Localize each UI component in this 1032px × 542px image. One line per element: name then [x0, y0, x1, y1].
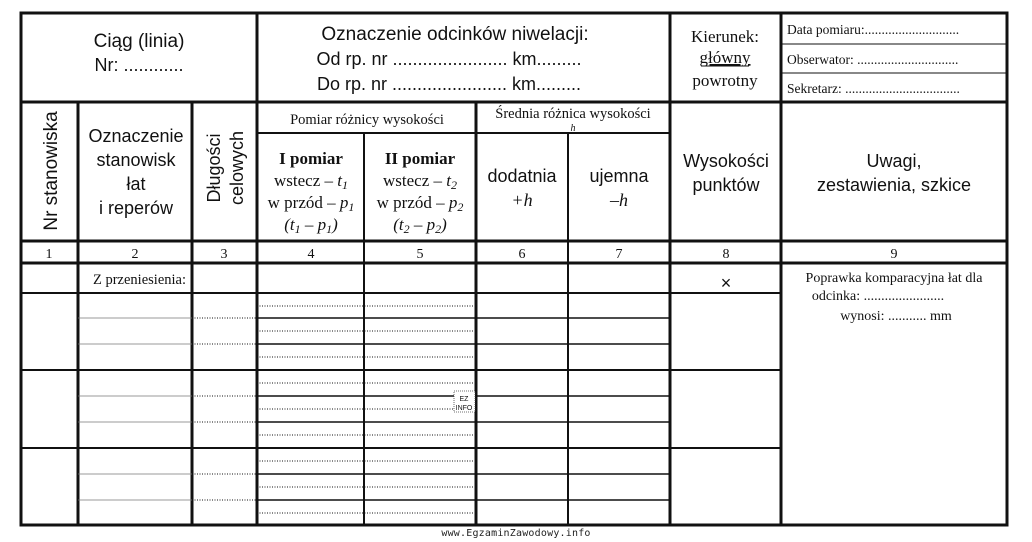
- col-i-pomiar: I pomiar: [279, 149, 343, 168]
- col-wysokosci-l2: punktów: [692, 175, 760, 195]
- stamp-line1: EZ: [459, 396, 469, 403]
- col-uwagi-l1: Uwagi,: [866, 151, 922, 171]
- ez-info-stamp: [454, 391, 475, 412]
- data-pomiaru-field: Data pomiaru:............................: [787, 22, 960, 37]
- subscript: 2: [403, 222, 410, 236]
- srednia-h-symbol: h: [570, 123, 576, 134]
- column-number: 6: [518, 247, 526, 262]
- group-pomiar-roznicy: Pomiar różnicy wysokości: [290, 112, 444, 128]
- minus-sign: –: [413, 215, 423, 234]
- minus-sign: –: [304, 215, 314, 234]
- column-number: 4: [307, 247, 315, 262]
- oznaczenie-odcinkow-title: Oznaczenie odcinków niwelacji:: [321, 24, 589, 45]
- column-number: 2: [131, 247, 139, 262]
- col-i-wstecz: [274, 171, 348, 192]
- group-srednia-roznica: Średnia różnica wysokości: [495, 106, 651, 122]
- subscript: 1: [294, 222, 301, 236]
- length-row-lines: [192, 318, 257, 500]
- column-number: 8: [722, 247, 730, 262]
- subscript: 1: [342, 178, 348, 192]
- site-watermark: www.EgzaminZawodowy.info: [441, 528, 591, 539]
- do-rp-line: Do rp. nr ....................... km.........: [316, 74, 582, 94]
- ciag-number: Nr: ............: [94, 55, 184, 75]
- col-oznaczenie-l1: Oznaczenie: [88, 126, 184, 146]
- body-texts: [93, 271, 983, 324]
- ciag-label: Ciąg (linia): [93, 31, 185, 52]
- header-texts: [94, 22, 960, 96]
- t-symbol: t: [289, 215, 295, 234]
- col-minus-h: –h: [610, 190, 628, 210]
- t-symbol: t: [337, 171, 342, 190]
- kierunek-glowny: główny: [699, 48, 751, 67]
- col-nr-stanowiska: Nr stanowiska: [41, 111, 62, 231]
- wprzod-text: w przód –: [376, 193, 445, 212]
- column-numbers-row: [46, 247, 898, 262]
- column-number: 1: [45, 247, 53, 262]
- col-ii-formula: (t2 – p2): [393, 215, 447, 236]
- subscript: 2: [435, 222, 442, 236]
- measurement-sub-lines: [257, 306, 476, 513]
- col-ii-pomiar: II pomiar: [384, 149, 456, 168]
- column-number: 9: [890, 247, 898, 262]
- t-symbol: t: [398, 215, 404, 234]
- subscript: 2: [457, 200, 464, 214]
- column-number: 3: [220, 247, 228, 262]
- cross-mark: ×: [720, 273, 732, 293]
- obserwator-field: Obserwator: ..............................: [787, 52, 959, 67]
- poprawka-line1: Poprawka komparacyjna łat dla: [805, 271, 983, 286]
- poprawka-line3: wynosi: ........... mm: [840, 309, 952, 324]
- col-oznaczenie-l3: łat: [126, 174, 146, 194]
- poprawka-line2: odcinka: .......................: [811, 289, 945, 304]
- col-i-formula: (t1 – p1): [284, 215, 338, 236]
- col-dlugosci-l2: celowych: [227, 130, 247, 206]
- col-ii-wprzod: [377, 193, 464, 214]
- p-symbol: p: [448, 193, 458, 212]
- wstecz-text: wstecz –: [274, 171, 334, 190]
- col-dodatnia: dodatnia: [487, 166, 557, 186]
- col-dlugosci-l1: Długości: [204, 133, 224, 203]
- subscript: 1: [348, 200, 355, 214]
- col-plus-h: +h: [511, 190, 533, 210]
- kierunek-label: Kierunek:: [691, 27, 759, 46]
- p-symbol: p: [339, 193, 349, 212]
- kierunek-powrotny: powrotny: [692, 71, 758, 90]
- z-przeniesienia-label: Z przeniesienia:: [93, 272, 186, 288]
- col-ii-wstecz: [383, 171, 457, 192]
- col-uwagi-l2: zestawienia, szkice: [816, 175, 972, 195]
- p-symbol: p: [426, 215, 436, 234]
- column-number: 5: [416, 247, 424, 262]
- col-oznaczenie-l2: stanowisk: [96, 150, 176, 170]
- wprzod-text: w przód –: [267, 193, 336, 212]
- od-rp-line: Od rp. nr ....................... km.........: [316, 49, 582, 69]
- column-number: 7: [615, 247, 623, 262]
- stamp-line2: INFO: [455, 405, 473, 412]
- col-ujemna: ujemna: [589, 166, 649, 186]
- label-row-lines: [78, 318, 192, 500]
- wstecz-text: wstecz –: [383, 171, 443, 190]
- p-symbol: p: [317, 215, 327, 234]
- col-i-wprzod: [268, 193, 355, 214]
- col-wysokosci-l1: Wysokości: [683, 151, 769, 171]
- column-headers: [41, 105, 971, 236]
- subscript: 2: [451, 178, 457, 192]
- col-oznaczenie-l4: i reperów: [98, 198, 174, 218]
- subscript: 1: [326, 222, 333, 236]
- sekretarz-field: Sekretarz: ..................................: [787, 81, 960, 96]
- t-symbol: t: [446, 171, 451, 190]
